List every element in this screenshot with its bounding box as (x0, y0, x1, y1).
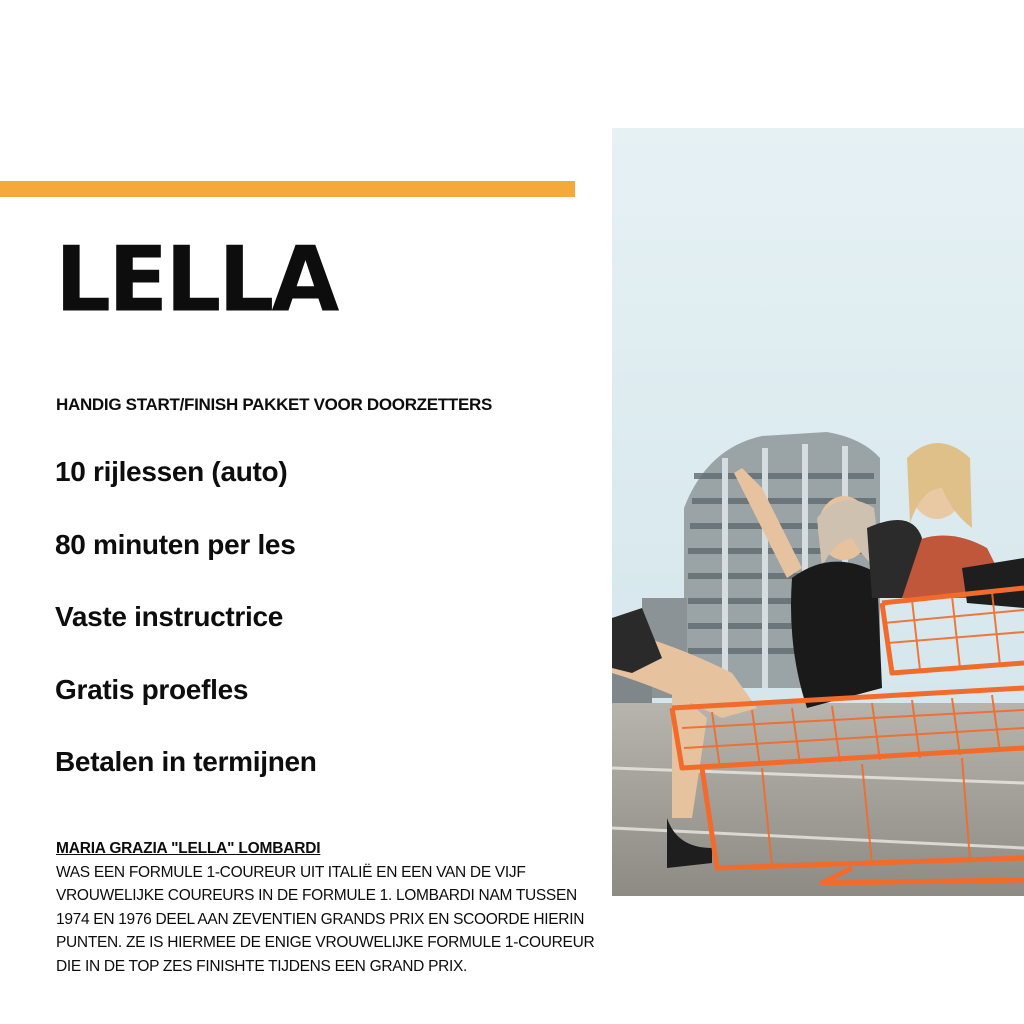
package-subtitle: HANDIG START/FINISH PAKKET VOOR DOORZETTERS (56, 395, 493, 414)
feature-list (55, 458, 317, 821)
bio-name-link[interactable]: MARIA GRAZIA "LELLA" LOMBARDI (56, 840, 321, 857)
feature-item-instructor: Vaste instructrice (55, 601, 284, 632)
hero-photo (612, 128, 1024, 896)
photo-two-women-in-shopping-cart-icon (612, 128, 1024, 896)
feature-item-lessons: 10 rijlessen (auto) (55, 456, 288, 487)
bio-section (56, 837, 596, 978)
page-title: LELLA (55, 226, 337, 333)
feature-item-payment: Betalen in termijnen (55, 746, 317, 777)
feature-item-duration: 80 minuten per les (55, 528, 296, 560)
accent-bar (0, 181, 575, 197)
feature-item-trial: Gratis proefles (55, 673, 249, 705)
bio-text: WAS EEN FORMULE 1-COUREUR UIT ITALIË EN EEN VAN DE VIJF VROUWELIJKE COUREURS IN DE FORMULE 1. LOMBARDI NAM TUSSEN 1974 EN 1976 DEEL AAN ZEVENTIEN GRANDS PRIX EN SCOORDE HIERIN PUNTEN. ZE IS HIERMEE DE ENIGE VROUWELIJKE FORMULE 1-COUREUR DIE IN DE TOP ZES FINISHTE TIJDENS EEN GRAND PRIX. (56, 863, 595, 975)
